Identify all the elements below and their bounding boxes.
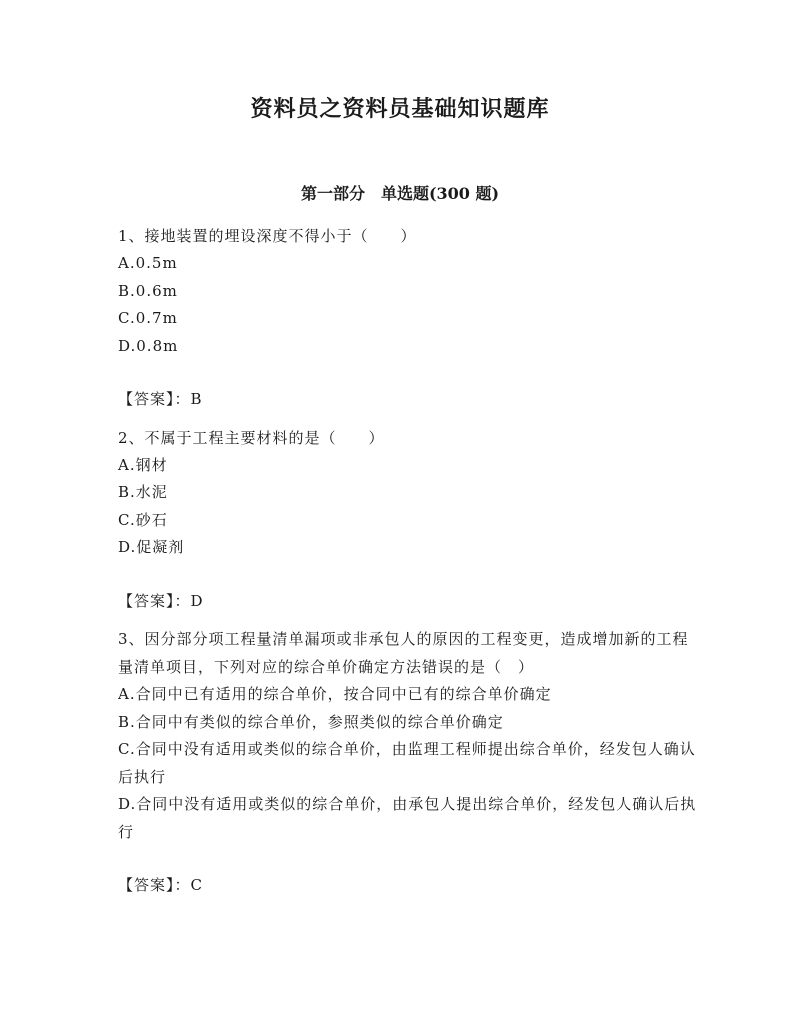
option-d: D.促凝剂: [118, 538, 185, 556]
answer-line: 【答案】：C: [118, 876, 203, 894]
answer-line: 【答案】：D: [118, 591, 204, 610]
option-c: C.0.7m: [118, 309, 178, 327]
option-a: A.0.5m: [118, 254, 178, 272]
question-text: 3、因分部分项工程量清单漏项或非承包人的原因的工程变更，造成增加新的工程量清单项目，下列对应的综合单价确定方法错误的是（ ）: [118, 630, 689, 676]
option-d: D.合同中没有适用或类似的综合单价，由承包人提出综合单价，经发包人确认后执行: [118, 795, 697, 841]
question-text: 2、不属于工程主要材料的是（ ）: [118, 428, 385, 447]
document-title: 资料员之资料员基础知识题库: [250, 96, 550, 122]
option-d: D.0.8m: [118, 336, 179, 355]
option-b: B.水泥: [118, 483, 168, 501]
question-block: [118, 222, 698, 414]
option-b: B.0.6m: [118, 281, 178, 300]
option-a: A.钢材: [118, 455, 168, 474]
question-list: [118, 222, 698, 910]
option-c: C.合同中没有适用或类似的综合单价，由监理工程师提出综合单价，经发包人确认后执行: [118, 740, 696, 786]
section-heading: 第一部分 单选题(300 题): [300, 184, 500, 203]
question-block: [118, 424, 698, 616]
question-text: 1、接地装置的埋设深度不得小于（ ）: [118, 227, 417, 245]
option-b: B.合同中有类似的综合单价，参照类似的综合单价确定: [118, 712, 504, 731]
question-block: [118, 625, 698, 900]
option-a: A.合同中已有适用的综合单价，按合同中已有的综合单价确定: [118, 685, 552, 703]
option-c: C.砂石: [118, 510, 168, 529]
answer-line: 【答案】：B: [118, 390, 203, 408]
